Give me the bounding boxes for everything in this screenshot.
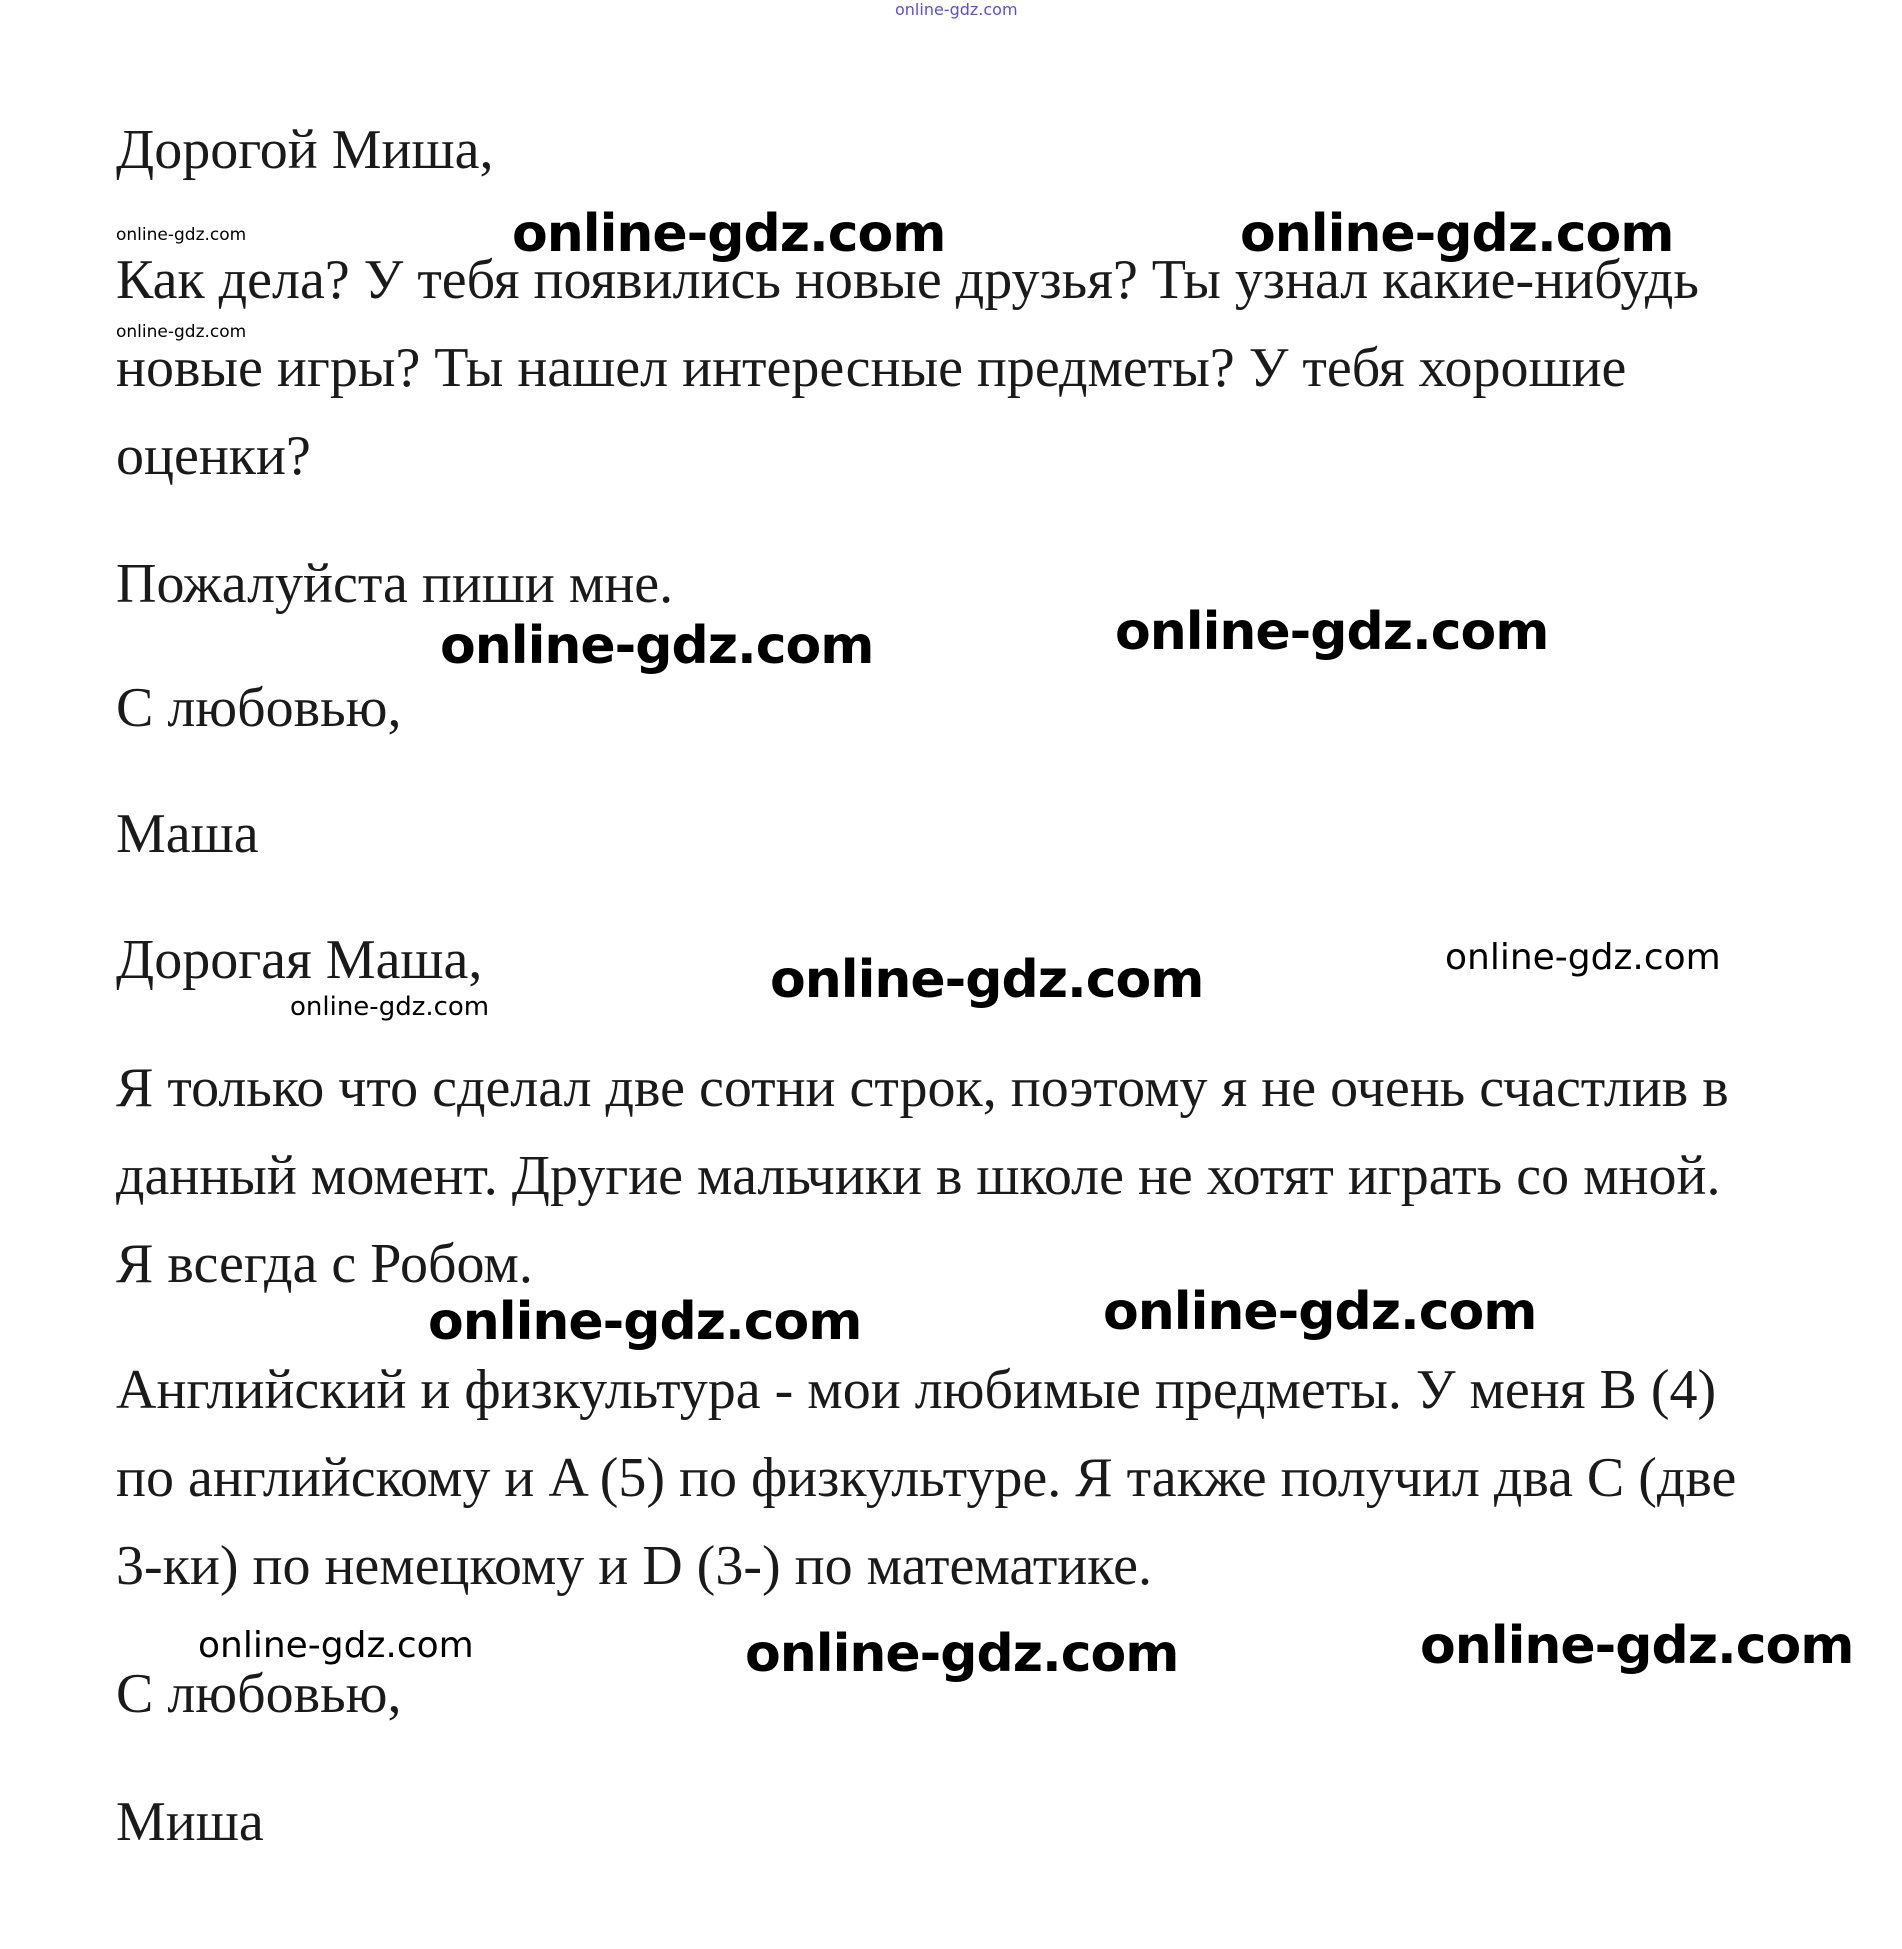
letter1-greeting: Дорогой Миша, xyxy=(116,119,494,181)
watermark: online-gdz.com xyxy=(1240,204,1674,264)
watermark: online-gdz.com xyxy=(745,1624,1179,1684)
watermark: online-gdz.com xyxy=(512,204,946,264)
watermark: online-gdz.com xyxy=(116,322,247,342)
letter2-paragraph2-line: Английский и физкультура - мои любимые предметы. У меня B (4) xyxy=(116,1359,1717,1421)
watermark: online-gdz.com xyxy=(1115,602,1549,662)
letter1-signature: Маша xyxy=(116,803,259,865)
watermark: online-gdz.com xyxy=(770,950,1204,1010)
letter2-closing: С любовью, xyxy=(116,1663,402,1725)
watermark-top: online-gdz.com xyxy=(895,0,1018,19)
watermark: online-gdz.com xyxy=(116,225,247,245)
watermark: online-gdz.com xyxy=(1445,937,1721,978)
watermark: online-gdz.com xyxy=(1103,1282,1537,1342)
letter1-closing: С любовью, xyxy=(116,677,402,739)
letter1-body-line: оценки? xyxy=(116,425,311,487)
watermark: online-gdz.com xyxy=(198,1625,474,1666)
letter2-greeting: Дорогая Маша, xyxy=(116,929,483,991)
letter2-paragraph2-line: по английскому и A (5) по физкультуре. Я также получил два C (две xyxy=(116,1447,1737,1509)
letter2-paragraph1-line: Я всегда с Робом. xyxy=(116,1233,533,1295)
letter1-body-line: Как дела? У тебя появились новые друзья? Ты узнал какие-нибудь xyxy=(116,249,1699,311)
watermark: online-gdz.com xyxy=(428,1292,862,1352)
letter2-paragraph1-line: данный момент. Другие мальчики в школе не хотят играть со мной. xyxy=(116,1145,1721,1207)
letter1-body-line: новые игры? Ты нашел интересные предметы? У тебя хорошие xyxy=(116,337,1627,399)
letter1-request: Пожалуйста пиши мне. xyxy=(116,553,674,615)
watermark: online-gdz.com xyxy=(290,992,490,1022)
watermark: online-gdz.com xyxy=(1420,1616,1854,1676)
letter2-signature: Миша xyxy=(116,1791,264,1853)
watermark: online-gdz.com xyxy=(440,616,874,676)
letter2-paragraph2-line: 3-ки) по немецкому и D (3-) по математике. xyxy=(116,1535,1152,1597)
letter2-paragraph1-line: Я только что сделал две сотни строк, поэтому я не очень счастлив в xyxy=(116,1057,1729,1119)
